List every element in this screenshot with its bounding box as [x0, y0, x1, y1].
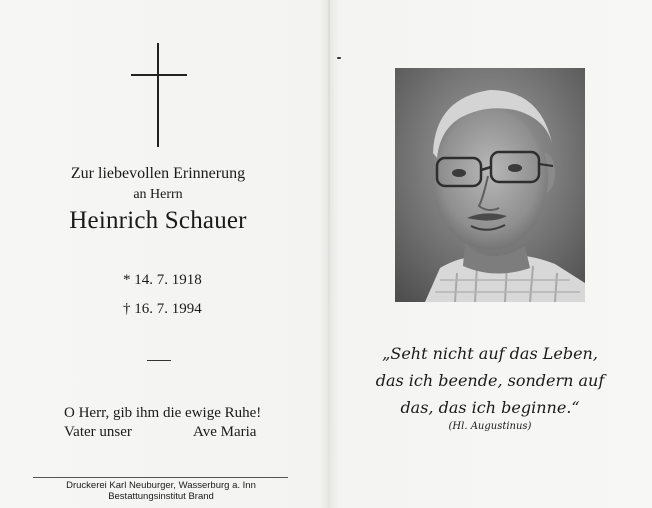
birth-date: * 14. 7. 1918 [123, 272, 202, 288]
portrait-icon [395, 68, 585, 302]
quote-attribution: (Hl. Augustinus) [448, 421, 532, 432]
death-date: † 16. 7. 1994 [123, 301, 202, 317]
paper-speck [337, 57, 341, 59]
printer-line-1: Druckerei Karl Neuburger, Wasserburg a. Inn [66, 480, 256, 491]
printer-rule [33, 477, 288, 478]
prayer-vater-unser: Vater unser [64, 424, 132, 440]
to-line: an Herrn [133, 187, 183, 202]
quote-block [335, 340, 645, 421]
portrait-photo [395, 68, 585, 302]
quote-line: „Seht nicht auf das Leben, [382, 344, 598, 363]
prayer-line: O Herr, gib ihm die ewige Ruhe! [64, 405, 262, 421]
prayer-ave-maria: Ave Maria [193, 424, 257, 440]
cross-icon [131, 43, 187, 147]
card-fold [328, 0, 330, 508]
printer-line-2: Bestattungsinstitut Brand [108, 491, 214, 502]
divider-dash [147, 360, 171, 361]
deceased-name: Heinrich Schauer [69, 207, 247, 234]
quote-line: das ich beende, sondern auf [375, 371, 605, 390]
memorial-line: Zur liebevollen Erinnerung [70, 165, 246, 182]
quote-line: das, das ich beginne.“ [400, 398, 580, 417]
